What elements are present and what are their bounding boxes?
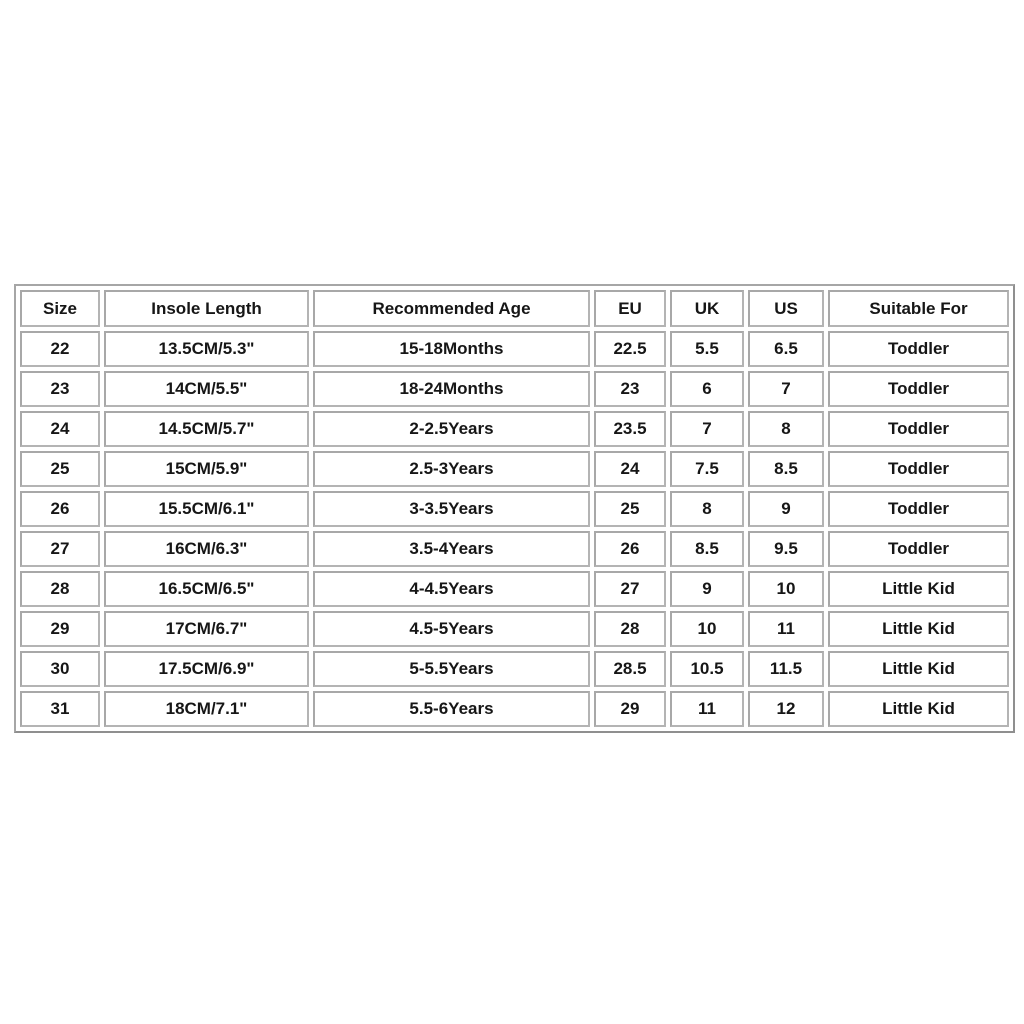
cell-size: 22 bbox=[20, 331, 100, 367]
cell-us: 8.5 bbox=[748, 451, 824, 487]
cell-recommended-age: 5.5-6Years bbox=[313, 691, 590, 727]
cell-us: 7 bbox=[748, 371, 824, 407]
cell-recommended-age: 4-4.5Years bbox=[313, 571, 590, 607]
cell-uk: 9 bbox=[670, 571, 744, 607]
cell-suitable-for: Little Kid bbox=[828, 571, 1009, 607]
table-row bbox=[20, 491, 1009, 527]
cell-size: 30 bbox=[20, 651, 100, 687]
column-header-insole-length: Insole Length bbox=[104, 290, 309, 327]
size-chart-table bbox=[14, 284, 1015, 733]
table-row bbox=[20, 651, 1009, 687]
cell-eu: 26 bbox=[594, 531, 666, 567]
cell-uk: 10 bbox=[670, 611, 744, 647]
cell-uk: 5.5 bbox=[670, 331, 744, 367]
cell-suitable-for: Little Kid bbox=[828, 611, 1009, 647]
table-row bbox=[20, 411, 1009, 447]
table-row bbox=[20, 371, 1009, 407]
header-row bbox=[20, 290, 1009, 327]
cell-suitable-for: Toddler bbox=[828, 411, 1009, 447]
cell-insole-length: 14CM/5.5" bbox=[104, 371, 309, 407]
column-header-suitable-for: Suitable For bbox=[828, 290, 1009, 327]
cell-us: 11 bbox=[748, 611, 824, 647]
cell-recommended-age: 2.5-3Years bbox=[313, 451, 590, 487]
cell-size: 29 bbox=[20, 611, 100, 647]
cell-size: 25 bbox=[20, 451, 100, 487]
table-row bbox=[20, 611, 1009, 647]
cell-eu: 27 bbox=[594, 571, 666, 607]
cell-uk: 7 bbox=[670, 411, 744, 447]
cell-insole-length: 16.5CM/6.5" bbox=[104, 571, 309, 607]
column-header-eu: EU bbox=[594, 290, 666, 327]
cell-eu: 23 bbox=[594, 371, 666, 407]
cell-suitable-for: Toddler bbox=[828, 531, 1009, 567]
cell-eu: 22.5 bbox=[594, 331, 666, 367]
cell-size: 24 bbox=[20, 411, 100, 447]
table-row bbox=[20, 451, 1009, 487]
cell-suitable-for: Toddler bbox=[828, 371, 1009, 407]
cell-recommended-age: 3-3.5Years bbox=[313, 491, 590, 527]
cell-recommended-age: 4.5-5Years bbox=[313, 611, 590, 647]
cell-recommended-age: 18-24Months bbox=[313, 371, 590, 407]
column-header-recommended-age: Recommended Age bbox=[313, 290, 590, 327]
cell-us: 10 bbox=[748, 571, 824, 607]
column-header-size: Size bbox=[20, 290, 100, 327]
cell-suitable-for: Little Kid bbox=[828, 691, 1009, 727]
cell-eu: 25 bbox=[594, 491, 666, 527]
cell-us: 9.5 bbox=[748, 531, 824, 567]
table-row bbox=[20, 331, 1009, 367]
cell-size: 27 bbox=[20, 531, 100, 567]
size-chart-container bbox=[14, 284, 1015, 733]
cell-us: 11.5 bbox=[748, 651, 824, 687]
cell-recommended-age: 3.5-4Years bbox=[313, 531, 590, 567]
column-header-us: US bbox=[748, 290, 824, 327]
cell-size: 23 bbox=[20, 371, 100, 407]
cell-suitable-for: Toddler bbox=[828, 451, 1009, 487]
cell-suitable-for: Little Kid bbox=[828, 651, 1009, 687]
cell-insole-length: 18CM/7.1" bbox=[104, 691, 309, 727]
table-body bbox=[20, 331, 1009, 727]
cell-suitable-for: Toddler bbox=[828, 491, 1009, 527]
cell-uk: 8.5 bbox=[670, 531, 744, 567]
cell-eu: 28 bbox=[594, 611, 666, 647]
cell-us: 9 bbox=[748, 491, 824, 527]
cell-insole-length: 17.5CM/6.9" bbox=[104, 651, 309, 687]
cell-insole-length: 13.5CM/5.3" bbox=[104, 331, 309, 367]
cell-size: 28 bbox=[20, 571, 100, 607]
cell-uk: 11 bbox=[670, 691, 744, 727]
cell-insole-length: 17CM/6.7" bbox=[104, 611, 309, 647]
cell-insole-length: 15.5CM/6.1" bbox=[104, 491, 309, 527]
cell-us: 6.5 bbox=[748, 331, 824, 367]
cell-us: 12 bbox=[748, 691, 824, 727]
cell-size: 26 bbox=[20, 491, 100, 527]
cell-uk: 6 bbox=[670, 371, 744, 407]
cell-uk: 8 bbox=[670, 491, 744, 527]
cell-uk: 7.5 bbox=[670, 451, 744, 487]
cell-suitable-for: Toddler bbox=[828, 331, 1009, 367]
cell-recommended-age: 5-5.5Years bbox=[313, 651, 590, 687]
cell-recommended-age: 2-2.5Years bbox=[313, 411, 590, 447]
cell-size: 31 bbox=[20, 691, 100, 727]
column-header-uk: UK bbox=[670, 290, 744, 327]
cell-eu: 23.5 bbox=[594, 411, 666, 447]
cell-uk: 10.5 bbox=[670, 651, 744, 687]
cell-recommended-age: 15-18Months bbox=[313, 331, 590, 367]
cell-eu: 28.5 bbox=[594, 651, 666, 687]
table-row bbox=[20, 531, 1009, 567]
cell-insole-length: 16CM/6.3" bbox=[104, 531, 309, 567]
cell-insole-length: 15CM/5.9" bbox=[104, 451, 309, 487]
cell-us: 8 bbox=[748, 411, 824, 447]
cell-eu: 24 bbox=[594, 451, 666, 487]
cell-insole-length: 14.5CM/5.7" bbox=[104, 411, 309, 447]
table-row bbox=[20, 691, 1009, 727]
table-row bbox=[20, 571, 1009, 607]
cell-eu: 29 bbox=[594, 691, 666, 727]
